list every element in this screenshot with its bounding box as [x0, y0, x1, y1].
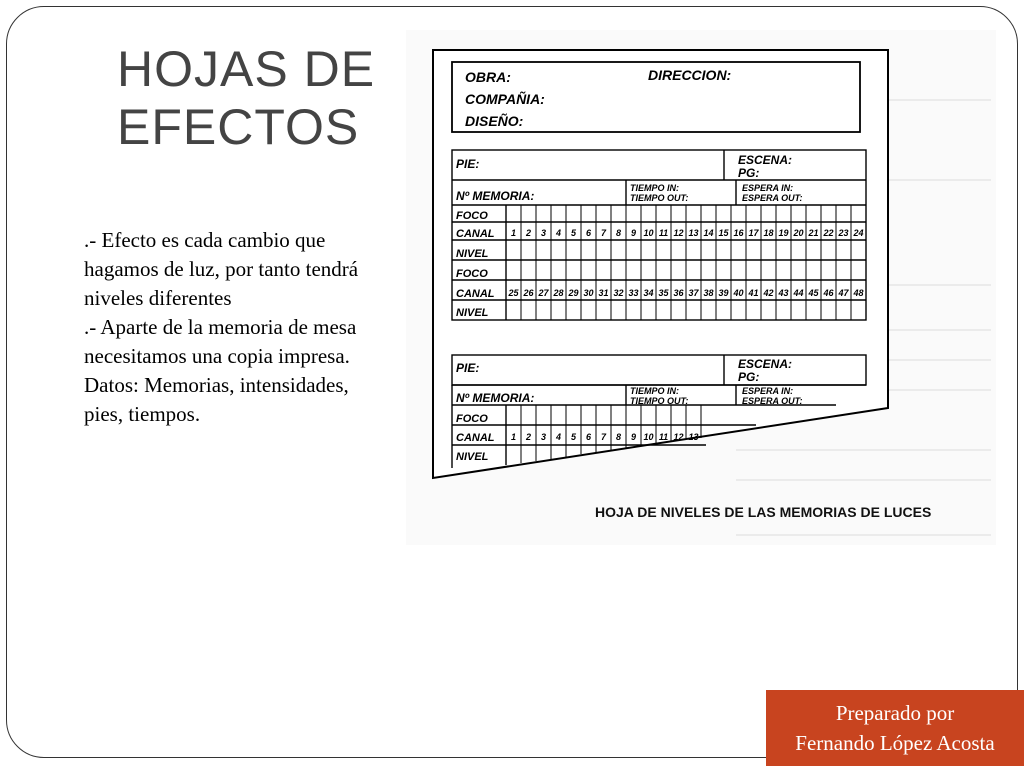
channel-number: 25: [508, 288, 519, 298]
canal-label: CANAL: [456, 228, 495, 240]
channel-number: 14: [703, 228, 714, 238]
channel-number: 40: [733, 288, 744, 298]
channel-number: 34: [643, 288, 654, 298]
channel-number: 5: [570, 432, 577, 442]
channel-number: 6: [585, 228, 592, 238]
channel-number: 4: [555, 228, 562, 238]
memoria-label: Nº MEMORIA:: [456, 391, 535, 405]
channel-number: 41: [748, 288, 759, 298]
channel-number: 7: [600, 228, 607, 238]
channel-number: 20: [793, 228, 804, 238]
body-paragraph-1: .- Efecto es cada cambio que hagamos de luz, por tanto tendrá niveles diferentes: [84, 228, 359, 310]
channel-number: 27: [538, 288, 549, 298]
channel-number: 45: [808, 288, 819, 298]
channel-number: 15: [718, 228, 729, 238]
channel-number: 11: [658, 228, 669, 238]
channel-number: 43: [778, 288, 789, 298]
effects-sheet-drawing: [406, 30, 996, 545]
channel-number: 48: [853, 288, 864, 298]
espera-in-label: ESPERA IN:: [742, 386, 794, 396]
author-credit-box: [766, 690, 1024, 766]
channel-number: 29: [568, 288, 579, 298]
channel-number: 38: [703, 288, 714, 298]
body-paragraph-2: .- Aparte de la memoria de mesa necesitamos una copia impresa. Datos: Memorias, intensidades, pies, tiempos.: [84, 315, 357, 426]
slide-title: [117, 40, 375, 156]
channel-number: 33: [628, 288, 639, 298]
channel-number: 46: [823, 288, 834, 298]
memoria-label: Nº MEMORIA:: [456, 189, 535, 203]
tiempo-in-label: TIEMPO IN:: [630, 183, 679, 193]
espera-out-label: ESPERA OUT:: [742, 193, 803, 203]
channel-number: 12: [673, 228, 684, 238]
channel-number: 19: [778, 228, 789, 238]
channel-number: 11: [658, 432, 669, 442]
channel-number: 22: [823, 228, 834, 238]
channel-number: 1: [510, 432, 517, 442]
channel-number: 35: [658, 288, 669, 298]
pg-label: PG:: [738, 370, 760, 384]
espera-in-label: ESPERA IN:: [742, 183, 794, 193]
pg-label: PG:: [738, 166, 760, 180]
credit-line-2: Fernando López Acosta: [795, 731, 995, 755]
channel-number: 6: [585, 432, 592, 442]
channel-number: 24: [853, 228, 864, 238]
channel-number: 30: [583, 288, 594, 298]
canal-label: CANAL: [456, 288, 495, 300]
tiempo-out-label: TIEMPO OUT:: [630, 396, 689, 406]
escena-label: ESCENA:: [738, 153, 793, 167]
foco-label: FOCO: [456, 268, 488, 280]
channel-number: 10: [643, 432, 654, 442]
tiempo-in-label: TIEMPO IN:: [630, 386, 679, 396]
nivel-label: NIVEL: [456, 307, 489, 319]
channel-number: 18: [763, 228, 774, 238]
channel-number: 5: [570, 228, 577, 238]
channel-number: 13: [688, 432, 699, 442]
channel-number: 26: [523, 288, 534, 298]
sheet-caption: HOJA DE NIVELES DE LAS MEMORIAS DE LUCES: [595, 504, 932, 520]
effects-sheet-image: [406, 30, 996, 545]
title-line-1: HOJAS DE: [117, 41, 376, 97]
channel-number: 2: [525, 228, 532, 238]
foco-label: FOCO: [456, 413, 488, 425]
foco-label: FOCO: [456, 210, 488, 222]
channel-number: 9: [630, 432, 637, 442]
channel-number: 21: [808, 228, 819, 238]
channel-number: 39: [718, 288, 729, 298]
channel-number: 2: [525, 432, 532, 442]
escena-label: ESCENA:: [738, 357, 793, 371]
tiempo-out-label: TIEMPO OUT:: [630, 193, 689, 203]
channel-number: 31: [598, 288, 609, 298]
diseno-label: DISEÑO:: [465, 113, 524, 129]
obra-label: OBRA:: [465, 69, 511, 85]
nivel-label: NIVEL: [456, 248, 489, 260]
direccion-label: DIRECCION:: [648, 67, 732, 83]
title-line-2: EFECTOS: [117, 99, 360, 155]
channel-number: 44: [793, 288, 804, 298]
channel-number: 7: [600, 432, 607, 442]
channel-number: 37: [688, 288, 699, 298]
channel-number: 3: [540, 432, 547, 442]
channel-number: 8: [615, 432, 622, 442]
channel-number: 36: [673, 288, 684, 298]
channel-number: 42: [763, 288, 774, 298]
channel-number: 4: [555, 432, 562, 442]
slide-body: [84, 226, 374, 429]
channel-number: 12: [673, 432, 684, 442]
channel-number: 16: [733, 228, 744, 238]
pie-label: PIE:: [456, 157, 480, 171]
channel-number: 47: [838, 288, 849, 298]
channel-number: 1: [510, 228, 517, 238]
channel-number: 23: [838, 228, 849, 238]
espera-out-label: ESPERA OUT:: [742, 396, 803, 406]
channel-number: 10: [643, 228, 654, 238]
channel-number: 17: [748, 228, 759, 238]
channel-number: 13: [688, 228, 699, 238]
compania-label: COMPAÑIA:: [465, 91, 545, 107]
credit-line-1: Preparado por: [835, 701, 955, 725]
channel-number: 8: [615, 228, 622, 238]
channel-number: 32: [613, 288, 624, 298]
channel-number: 3: [540, 228, 547, 238]
nivel-label: NIVEL: [456, 451, 489, 463]
canal-label: CANAL: [456, 432, 495, 444]
channel-number: 28: [553, 288, 564, 298]
pie-label: PIE:: [456, 361, 480, 375]
channel-number: 9: [630, 228, 637, 238]
